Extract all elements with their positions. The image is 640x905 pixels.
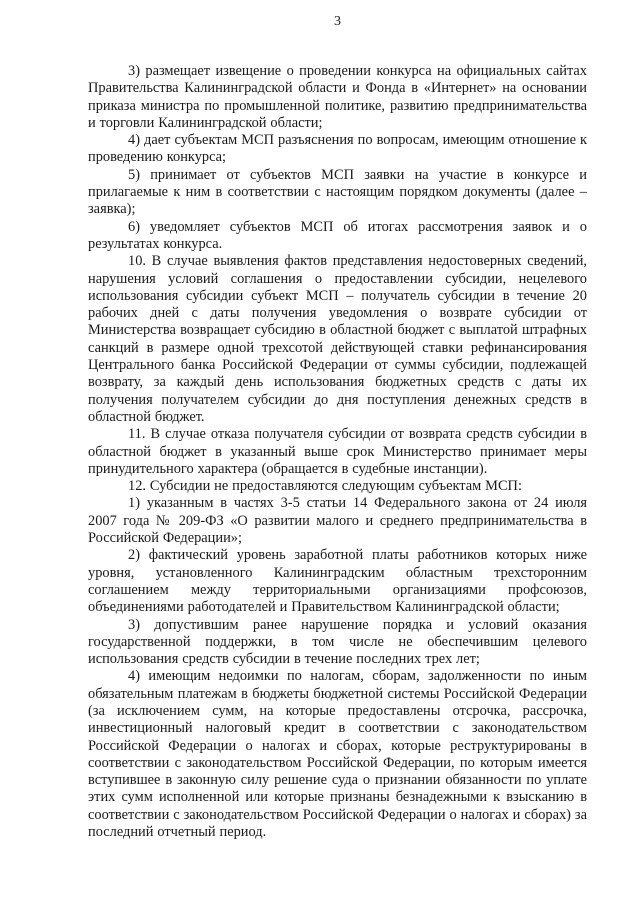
clause-11: 11. В случае отказа получателя субсидии от возврата средств субсидии в областной бюджет в указанный выше срок Министерство принимает меры принудительного характера (обращается в судебные инстанции). <box>88 426 587 477</box>
clause-12-item-4: 4) имеющим недоимки по налогам, сборам, задолженности по иным обязательным платежам в бюджеты бюджетной системы Российской Федерации (за исключением сумм, на которые предоставлены отсрочка, рассрочка, инвестиционный налоговый кредит в соответствии с законодательством Российской Федерации о налогах и сборах, которые реструктурированы в соответствии с законодательством Российской Федерации, по которым имеется вступившее в законную силу решение суда о признании обязанности по уплате этих сумм исполненной или которые признаны безнадежными к взысканию в соответствии с законодательством Российской Федерации о налогах и сборах) за последний отчетный период. <box>88 668 587 841</box>
page-number: 3 <box>334 14 341 29</box>
clause-12-item-3: 3) допустившим ранее нарушение порядка и условий оказания государственной поддержки, в том числе не обеспечившим целевого использования средств субсидии в течение последних трех лет; <box>88 616 587 668</box>
paragraph-item-3: 3) размещает извещение о проведении конкурса на официальных сайтах Правительства Калининградской области и Фонда в «Интернет» на основании приказа министра по промышленной политике, развитию предпринимательства и торговли Калининградской области; <box>88 63 587 131</box>
clause-12-item-1: 1) указанным в частях 3-5 статьи 14 Федерального закона от 24 июля 2007 года № 209-ФЗ «О развитии малого и среднего предпринимательства в Российской Федерации»; <box>88 495 587 547</box>
document-body <box>88 63 587 841</box>
paragraph-item-6: 6) уведомляет субъектов МСП об итогах рассмотрения заявок и о результатах конкурса. <box>88 218 587 252</box>
clause-12-item-2: 2) фактический уровень заработной платы работников которых ниже уровня, установленного Калининградским областным трехсторонним соглашением между территориальными организациями профсоюзов, объединениями работодателей и Правительством Калининградской области; <box>88 547 587 616</box>
paragraph-item-4: 4) дает субъектам МСП разъяснения по вопросам, имеющим отношение к проведению конкурса; <box>88 132 587 166</box>
paragraph-item-5: 5) принимает от субъектов МСП заявки на участие в конкурсе и прилагаемые к ним в соответствии с настоящим порядком документы (далее – заявка); <box>88 166 587 218</box>
clause-12: 12. Субсидии не предоставляются следующим субъектам МСП: <box>128 478 522 495</box>
clause-10: 10. В случае выявления фактов представления недостоверных сведений, нарушения условий соглашения о предоставлении субсидии, нецелевого использования субсидии субъект МСП – получатель субсидии в течение 20 рабочих дней с даты получения уведомления о возврате субсидии от Министерства возвращает субсидию в областной бюджет с выплатой штрафных санкций в размере одной трехсотой действующей ставки рефинансирования Центрального банка Российской Федерации от суммы субсидии, подлежащей возврату, за каждый день использования бюджетных средств с даты их получения получателем субсидии до дня поступления денежных средств в областной бюджет. <box>88 253 587 425</box>
